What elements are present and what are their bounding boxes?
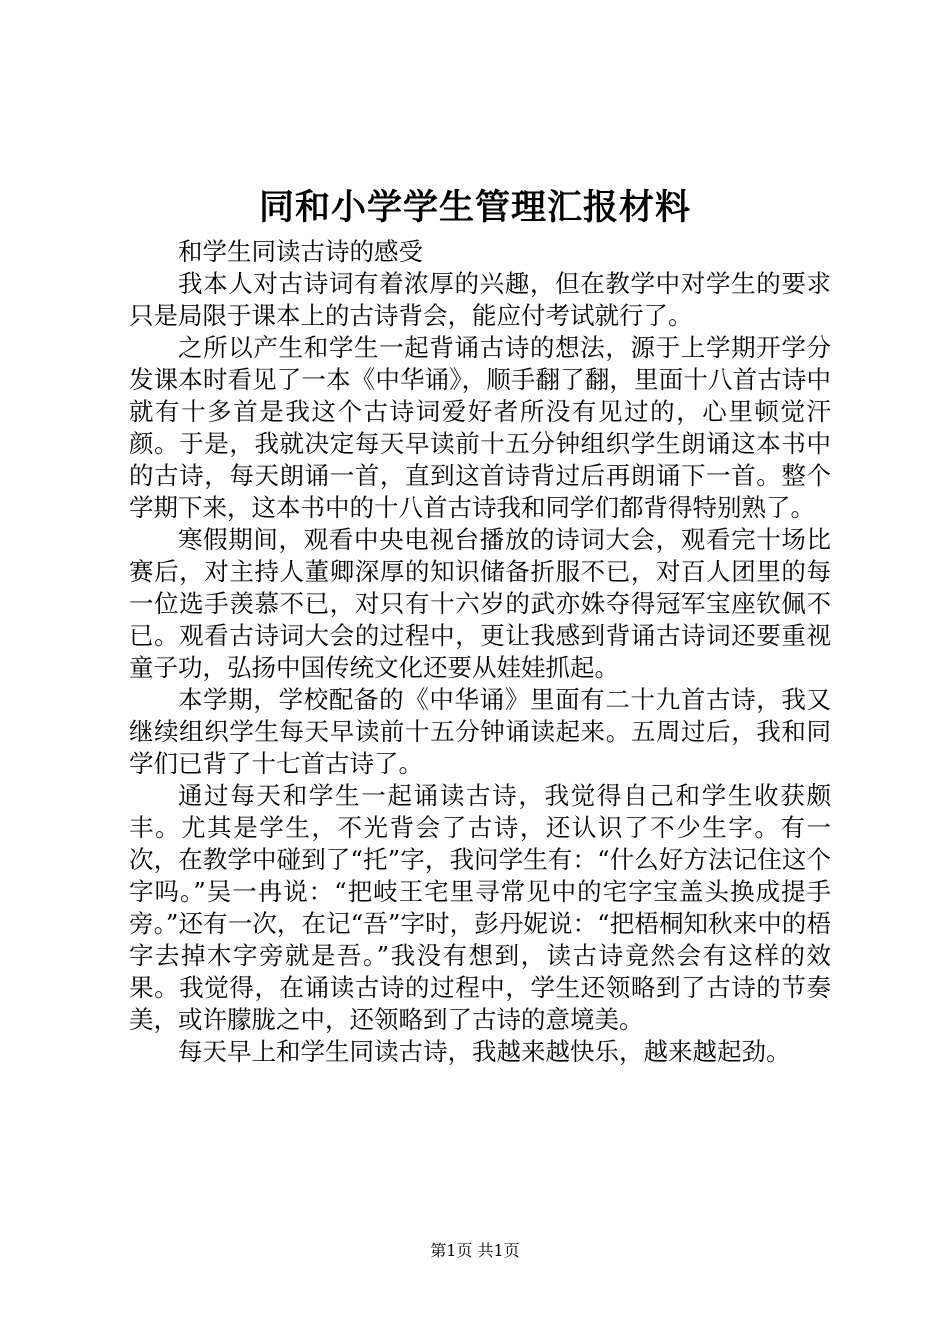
paragraph-subtitle: 和学生同读古诗的感受 [178, 237, 423, 266]
paragraph: 本学期，学校配备的《中华诵》里面有二十九首古诗，我又继续组织学生每天早读前十五分钟诵读起来。五周过后，我和同学们已背了十七首古诗了。 [129, 685, 831, 778]
paragraph: 我本人对古诗词有着浓厚的兴趣，但在教学中对学生的要求只是局限于课本上的古诗背会，能应付考试就行了。 [129, 269, 831, 330]
paragraph: 通过每天和学生一起诵读古诗，我觉得自己和学生收获颇丰。尤其是学生，不光背会了古诗，还认识了不少生字。有一次，在教学中碰到了“托”字，我问学生有：“什么好方法记住这个字吗。”吴一冉说：“把岐王宅里寻常见中的宅字宝盖头换成提手旁。”还有一次，在记“吾”字时，彭丹妮说：“把梧桐知秋来中的梧字去掉木字旁就是吾。”我没有想到，读古诗竟然会有这样的效果。我觉得，在诵读古诗的过程中，学生还领略到了古诗的节奏美，或许朦胧之中，还领略到了古诗的意境美。 [129, 781, 831, 1034]
paragraph: 寒假期间，观看中央电视台播放的诗词大会，观看完十场比赛后，对主持人董卿深厚的知识储备折服不已，对百人团里的每一位选手羡慕不已，对只有十六岁的武亦姝夺得冠军宝座钦佩不已。观看古诗词大会的过程中，更让我感到背诵古诗词还要重视童子功，弘扬中国传统文化还要从娃娃抓起。 [129, 525, 831, 682]
paragraph: 每天早上和学生同读古诗，我越来越快乐，越来越起劲。 [178, 1037, 791, 1066]
document-title: 同和小学学生管理汇报材料 [258, 187, 691, 228]
paragraph: 之所以产生和学生一起背诵古诗的想法，源于上学期开学分发课本时看见了一本《中华诵》，顺手翻了翻，里面十八首古诗中就有十多首是我这个古诗词爱好者所没有见过的，心里顿觉汗颜。于是，我就决定每天早读前十五分钟组织学生朗诵这本书中的古诗，每天朗诵一首，直到这首诗背过后再朗诵下一首。整个学期下来，这本书中的十八首古诗我和同学们都背得特别熟了。 [129, 333, 831, 522]
document-body [129, 236, 831, 1068]
page-footer: 第1页 共1页 [430, 1241, 520, 1260]
